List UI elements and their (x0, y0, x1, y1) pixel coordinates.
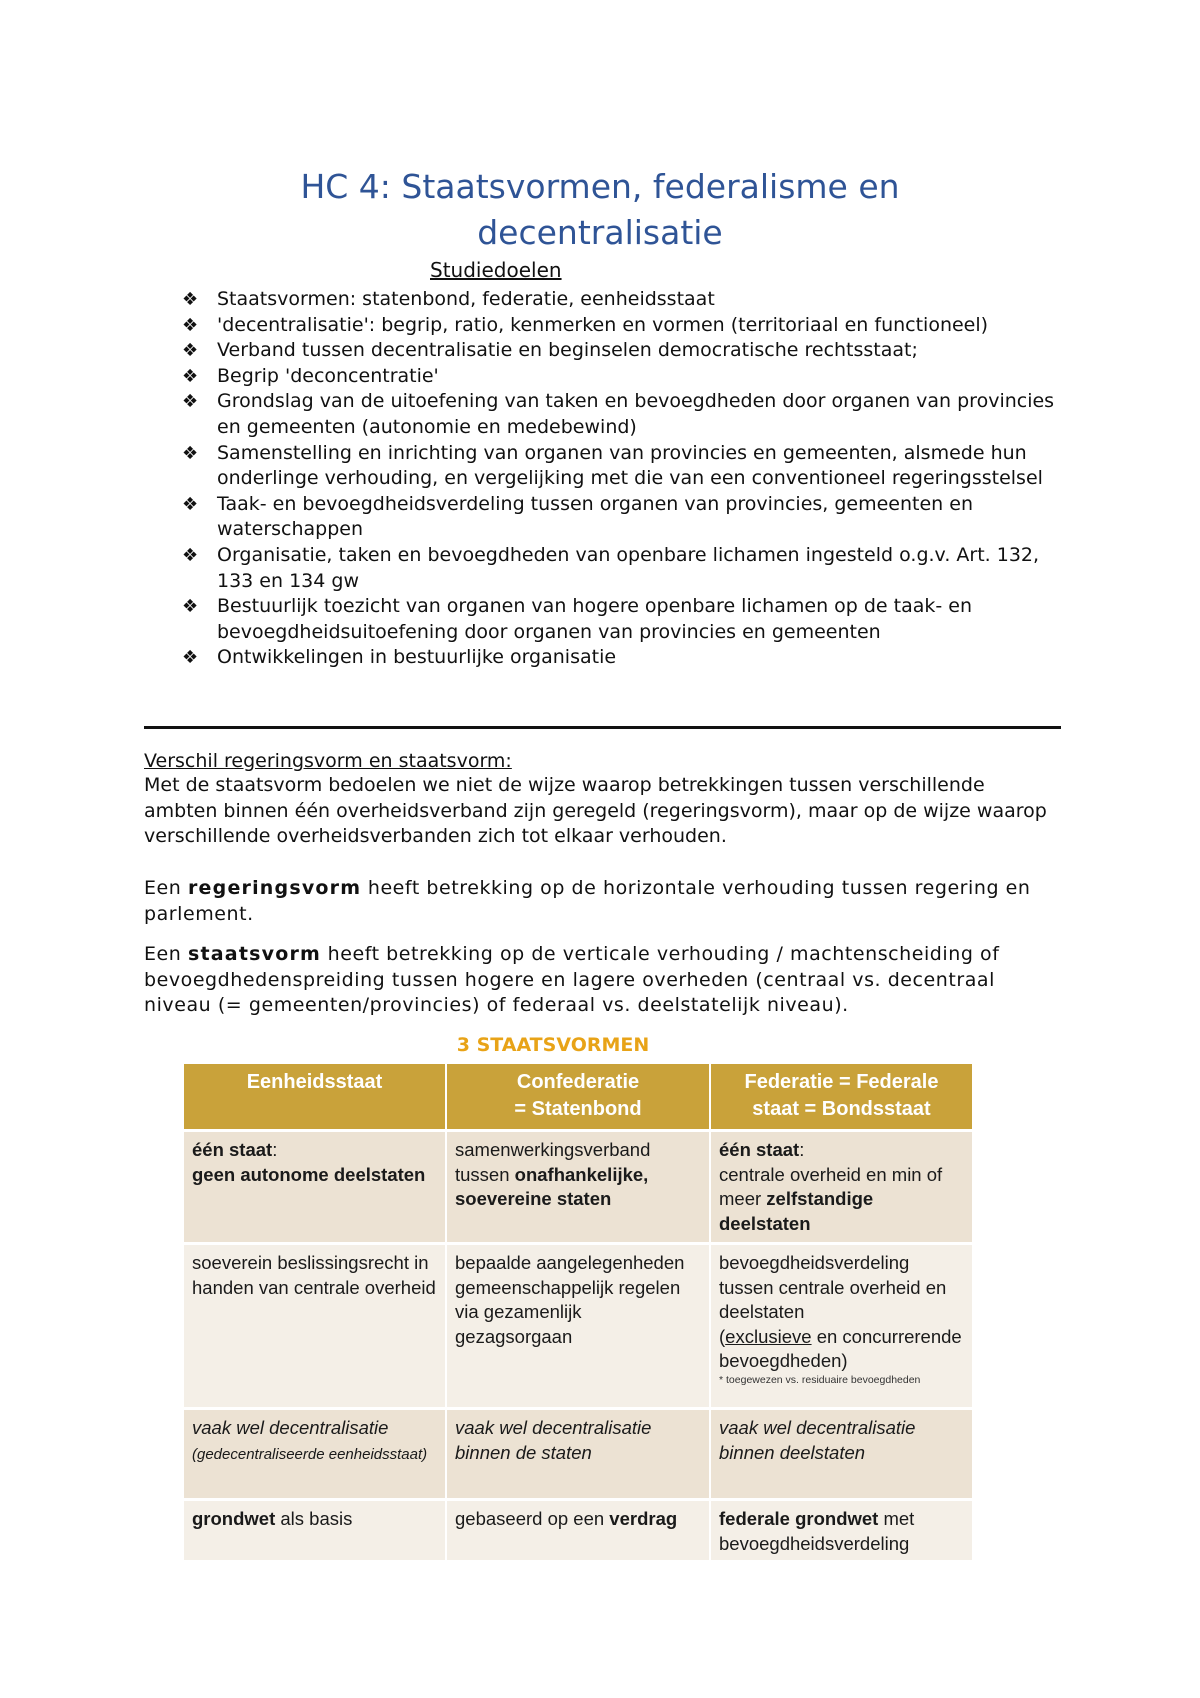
goal-text: Ontwikkelingen in bestuurlijke organisatie (217, 646, 617, 669)
goals-list (182, 287, 1072, 671)
goal-text: Samenstelling en inrichting van organen van provincies en gemeenten, alsmede hun onderlinge verhouding, en vergelijking met die van een conventioneel regeringsstelsel (217, 441, 1043, 490)
cell-bold-text: één staat (192, 1139, 273, 1160)
paragraph-text: Een (144, 877, 188, 899)
cell-bold-text: federale grondwet (719, 1508, 879, 1529)
table-row (184, 1131, 972, 1244)
cell-text: bepaalde aangelegenheden gemeenschappelijk regelen via gezamenlijk gezagsorgaan (455, 1252, 685, 1347)
goal-text: 'decentralisatie': begrip, ratio, kenmerken en vormen (territoriaal en functioneel) (217, 313, 989, 336)
table-row (184, 1409, 972, 1500)
cell-small-text: (gedecentraliseerde eenheidsstaat) (192, 1445, 428, 1463)
diamond-bullet-icon: ❖ (182, 314, 199, 336)
table-cell (446, 1244, 710, 1409)
cell-text: samenwerkingsverband tussen (455, 1139, 651, 1185)
table-cell (184, 1131, 446, 1244)
cell-text: : (799, 1139, 805, 1160)
cell-bold-text: zelfstandige deelstaten (719, 1188, 874, 1234)
goal-text: Taak- en bevoegdheidsverdeling tussen organen van provincies, gemeenten en waterschappen (217, 492, 973, 541)
goal-item (182, 492, 1072, 543)
diamond-bullet-icon: ❖ (182, 340, 199, 362)
goal-item (182, 364, 1072, 390)
goal-item (182, 338, 1072, 364)
goal-item (182, 645, 1072, 671)
cell-bold-text: grondwet (192, 1508, 276, 1529)
table-cell (446, 1409, 710, 1500)
cell-text: centrale overheid en min of meer (719, 1163, 943, 1209)
goal-item (182, 441, 1072, 492)
table-cell (446, 1131, 710, 1244)
table-header-row (184, 1064, 972, 1131)
goal-item (182, 287, 1072, 313)
goal-text: Organisatie, taken en bevoegdheden van openbare lichamen ingesteld o.g.v. Art. 132, 133 en 134 gw (217, 543, 1040, 592)
section-heading: Verschil regeringsvorm en staatsvorm: (144, 750, 512, 772)
diamond-bullet-icon: ❖ (182, 493, 199, 515)
cell-bold-text: verdrag (609, 1508, 678, 1529)
cell-bold-text: onafhankelijke, soevereine staten (455, 1163, 649, 1209)
cell-text: en concurrerende bevoegdheden) (719, 1325, 962, 1371)
cell-text: gebaseerd op een (455, 1508, 610, 1529)
cell-text: soeverein beslissingsrecht in handen van centrale overheid (192, 1252, 436, 1298)
header-federatie (710, 1064, 972, 1131)
table-row (184, 1244, 972, 1409)
diamond-bullet-icon: ❖ (182, 544, 199, 566)
diamond-bullet-icon: ❖ (182, 365, 199, 387)
paragraph-staatsvorm (144, 942, 1056, 1019)
goal-text: Verband tussen decentralisatie en beginselen democratische rechtsstaat; (217, 339, 918, 362)
paragraph-text: heeft betrekking op de horizontale verhouding tussen regering en parlement. (144, 877, 1031, 925)
header-text: Confederatie (516, 1071, 640, 1093)
cell-bold-text: geen autonome deelstaten (192, 1163, 426, 1185)
cell-text: als basis (275, 1508, 353, 1529)
table-cell (710, 1500, 972, 1561)
paragraph-text: Een (144, 943, 188, 965)
goal-item (182, 594, 1072, 645)
table-row (184, 1500, 972, 1561)
document-title (144, 164, 1056, 256)
table-cell (710, 1409, 972, 1500)
staatsvormen-table (184, 1064, 972, 1560)
diamond-bullet-icon: ❖ (182, 596, 199, 618)
term-staatsvorm: staatsvorm (187, 943, 322, 965)
diamond-bullet-icon: ❖ (182, 647, 199, 669)
cell-footnote: * toegewezen vs. residuaire bevoegdheden (719, 1373, 921, 1386)
horizontal-divider (144, 726, 1061, 729)
header-text: staat = Bondsstaat (752, 1098, 931, 1120)
cell-text: ( (719, 1325, 726, 1347)
goal-text: Begrip 'deconcentratie' (217, 364, 439, 387)
goal-text: Staatsvormen: statenbond, federatie, eenheidsstaat (217, 288, 715, 310)
cell-bold-text: één staat (719, 1139, 800, 1160)
title-line-2: decentralisatie (477, 213, 723, 252)
cell-text: met bevoegdheidsverdeling (719, 1508, 915, 1554)
subtitle-studiedoelen: Studiedoelen (430, 258, 562, 282)
cell-text: vaak wel decentralisatie binnen deelstaten (719, 1417, 916, 1463)
cell-underlined-text: exclusieve (725, 1325, 812, 1347)
cell-text: vaak wel decentralisatie (192, 1417, 389, 1438)
paragraph-text: heeft betrekking op de verticale verhouding / machtenscheiding of bevoegdhedenspreiding tussen hogere en lagere overheden (centraal vs. decentraal niveau (= gemeenten/provincies) of federaal vs. deelstatelijk niveau). (144, 943, 1000, 1017)
diamond-bullet-icon: ❖ (182, 442, 199, 464)
paragraph-staatsvorm-definition: Met de staatsvorm bedoelen we niet de wijze waarop betrekkingen tussen verschillende ambten binnen één overheidsverband zijn geregeld (regeringsvorm), maar op de wijze waarop verschillende overheidsverbanden zich tot elkaar verhouden. (144, 774, 1047, 848)
term-regeringsvorm: regeringsvorm (187, 877, 362, 899)
goal-text: Grondslag van de uitoefening van taken en bevoegdheden door organen van provincies en gemeenten (autonomie en medebewind) (217, 390, 1055, 438)
header-text: Eenheidsstaat (246, 1071, 383, 1093)
paragraph-regeringsvorm (144, 876, 1056, 927)
header-confederatie (446, 1064, 710, 1131)
header-eenheidsstaat (184, 1064, 446, 1131)
header-text: Federatie = Federale (744, 1071, 939, 1093)
cell-text: : (272, 1139, 278, 1160)
goal-text: Bestuurlijk toezicht van organen van hogere openbare lichamen op de taak- en bevoegdheidsuitoefening door organen van provincies en gemeenten (217, 595, 973, 643)
table-title: 3 STAATSVORMEN (456, 1034, 650, 1056)
goal-item (182, 313, 1072, 339)
table-cell (184, 1244, 446, 1409)
table-cell (446, 1500, 710, 1561)
table-cell (184, 1409, 446, 1500)
header-text: = Statenbond (514, 1098, 642, 1120)
table-cell (710, 1244, 972, 1409)
cell-text: bevoegdheidsverdeling tussen centrale overheid en deelstaten (719, 1252, 947, 1322)
table-cell (184, 1500, 446, 1561)
goal-item (182, 389, 1072, 440)
diamond-bullet-icon: ❖ (182, 391, 199, 413)
table-cell (710, 1131, 972, 1244)
cell-text: vaak wel decentralisatie binnen de staten (455, 1417, 652, 1463)
diamond-bullet-icon: ❖ (182, 289, 199, 310)
title-line-1: HC 4: Staatsvormen, federalisme en (300, 167, 900, 206)
goal-item (182, 543, 1072, 594)
